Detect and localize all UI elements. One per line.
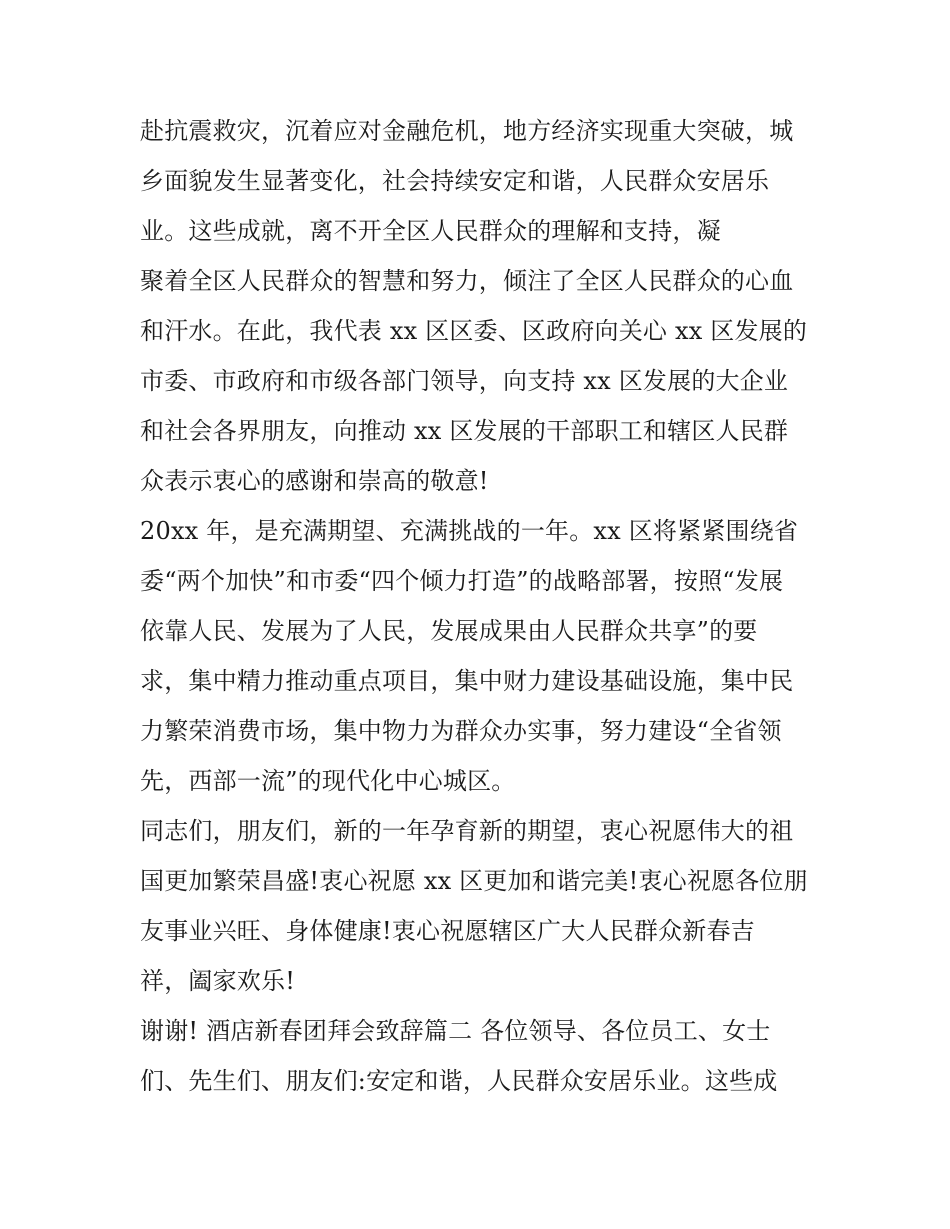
text-line: 业。这些成就，离不开全区人民群众的理解和支持，凝 [140, 217, 721, 245]
text-line: 祥，阖家欢乐! [140, 967, 296, 995]
text-line: 赴抗震救灾，沉着应对金融危机，地方经济实现重大突破，城 [140, 117, 794, 145]
text-line: 国更加繁荣昌盛!衷心祝愿 xx 区更加和谐完美!衷心祝愿各位朋 [140, 867, 808, 895]
text-line: 和汗水。在此，我代表 xx 区区委、区政府向关心 xx 区发展的 [140, 317, 808, 345]
text-line: 乡面貌发生显著变化，社会持续安定和谐，人民群众安居乐 [140, 167, 770, 195]
text-line: 同志们，朋友们，新的一年孕育新的期望，衷心祝愿伟大的祖 [140, 817, 794, 845]
text-line: 友事业兴旺、身体健康!衷心祝愿辖区广大人民群众新春吉 [140, 917, 755, 945]
text-line: 谢谢! 酒店新春团拜会致辞篇二 各位领导、各位员工、女士 [140, 1017, 771, 1045]
text-line: 力繁荣消费市场，集中物力为群众办实事，努力建设“全省领 [140, 717, 782, 745]
text-line: 们、先生们、朋友们:安定和谐，人民群众安居乐业。这些成 [140, 1067, 778, 1095]
text-line: 先，西部一流”的现代化中心城区。 [140, 767, 516, 795]
text-line: 委“两个加快”和市委“四个倾力打造”的战略部署，按照“发展 [140, 567, 784, 595]
text-line: 市委、市政府和市级各部门领导，向支持 xx 区发展的大企业 [140, 367, 789, 395]
text-line: 依靠人民、发展为了人民，发展成果由人民群众共享”的要 [140, 617, 758, 645]
text-line: 聚着全区人民群众的智慧和努力，倾注了全区人民群众的心血 [140, 267, 794, 295]
text-line: 求，集中精力推动重点项目，集中财力建设基础设施，集中民 [140, 667, 794, 695]
text-line: 20xx 年，是充满期望、充满挑战的一年。xx 区将紧紧围绕省 [140, 517, 799, 545]
text-line: 和社会各界朋友，向推动 xx 区发展的干部职工和辖区人民群 [140, 417, 789, 445]
text-line: 众表示衷心的感谢和崇高的敬意! [140, 467, 489, 495]
document-body [140, 106, 830, 1106]
